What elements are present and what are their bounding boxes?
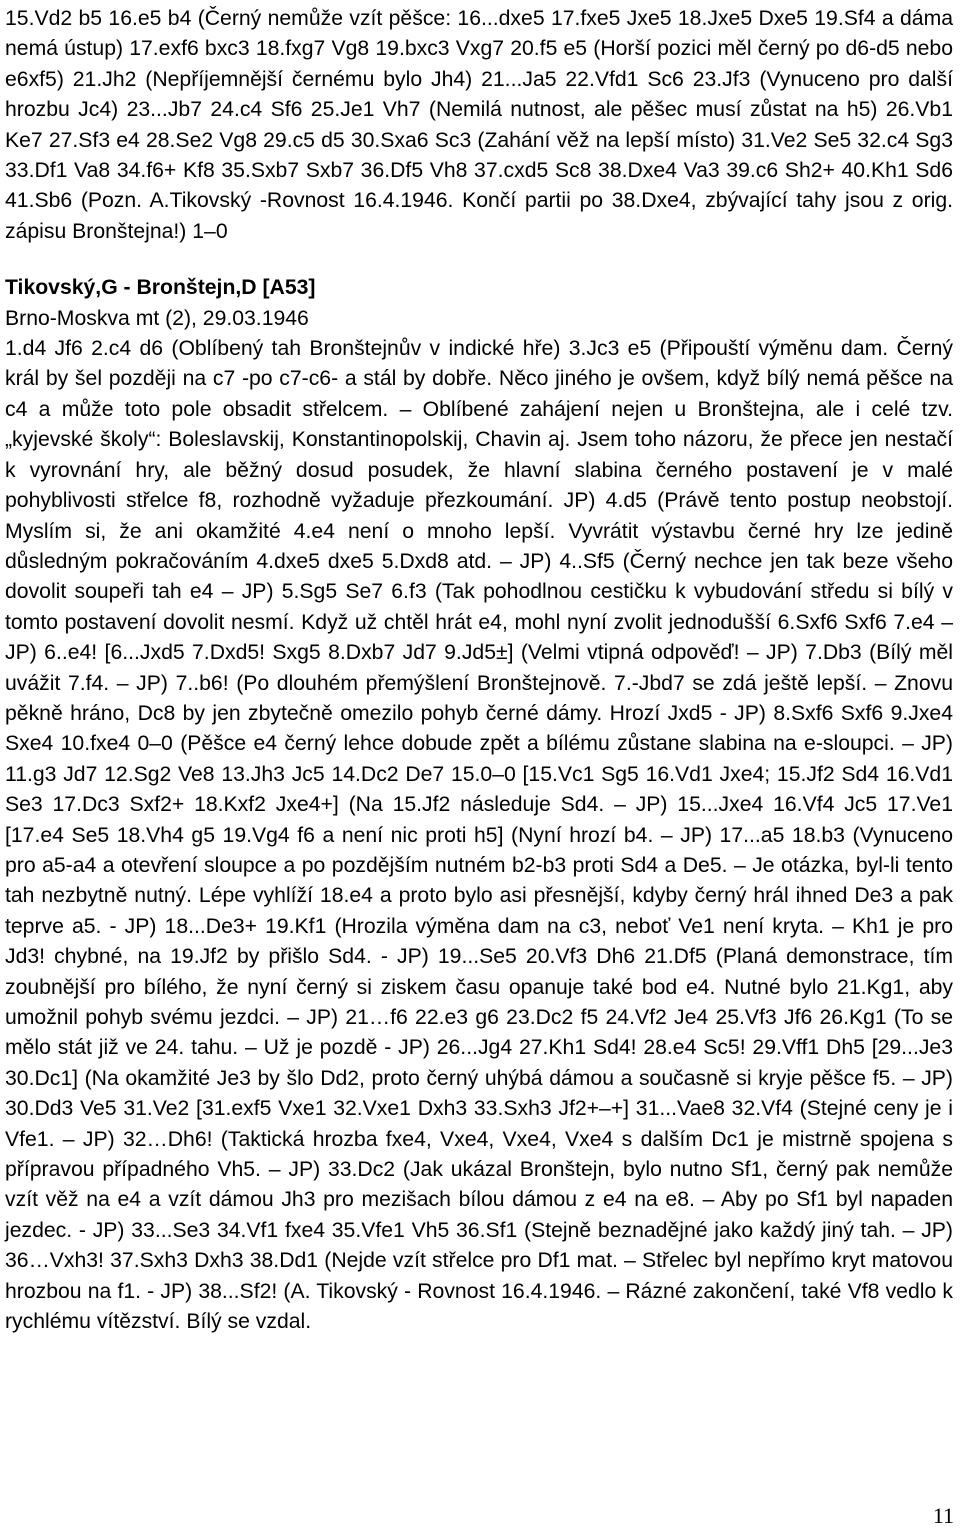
game-moves-commentary: 1.d4 Jf6 2.c4 d6 (Oblíbený tah Bronštejnův v indické hře) 3.Jc3 e5 (Připouští výměnu dam. Černý král by šel později na c7 -po c7-c6- a stál by dobře. Něco jiného je ovšem, když bílý nemá pěšce na c4 a může toto pole obsadit střelcem. – Oblíbené zahájení nejen u Bronštejna, ale i celé tzv. „kyjevské školy“: Boleslavskij, Konstantinopolskij, Chavin aj. Jsem toho názoru, že přece jen nestačí k vyrovnání hry, ale běžný dosud posudek, že hlavní slabina černého postavení je v malé pohyblivosti střelce f8, rozhodně vyžaduje přezkoumání. JP) 4.d5 (Právě tento postup neobstojí. Myslím si, že ani okamžité 4.e4 není o mnoho lepší. Vyvrátit výstavbu černé hry lze jedině důsledným pokračováním 4.dxe5 dxe5 5.Dxd8 atd. – JP) 4..Sf5 (Černý nechce jen tak beze všeho dovolit soupeři tah e4 – JP) 5.Sg5 Se7 6.f3 (Tak pohodlnou cestičku k vybudování středu si bílý v tomto postavení dovolit nesmí. Když už chtěl hrát e4, mohl nyní zvolit jednodušší 6.Sxf6 Sxf6 7.e4 – JP) 6..e4! [6...Jxd5 7.Dxd5! Sxg5 8.Dxb7 Jd7 9.Jd5±] (Velmi vtipná odpověď! – JP) 7.Db3 (Bílý měl uvážit 7.f4. – JP) 7..b6! (Po dlouhém přemýšlení Bronštejnově. 7.-Jbd7 se zdá ještě lepší. – Znovu pěkně hráno, Dc8 by jen zbytečně omezilo pohyb černé dámy. Hrozí Jxd5 - JP) 8.Sxf6 Sxf6 9.Jxe4 Sxe4 10.fxe4 0–0 (Pěšce e4 černý lehce dobude zpět a bílému zůstane slabina na e-sloupci. – JP) 11.g3 Jd7 12.Sg2 Ve8 13.Jh3 Jc5 14.Dc2 De7 15.0–0 [15.Vc1 Sg5 16.Vd1 Jxe4; 15.Jf2 Sd4 16.Vd1 Se3 17.Dc3 Sxf2+ 18.Kxf2 Jxe4+] (Na 15.Jf2 následuje Sd4. – JP) 15...Jxe4 16.Vf4 Jc5 17.Ve1 [17.e4 Se5 18.Vh4 g5 19.Vg4 f6 a není nic proti h5] (Nyní hrozí b4. – JP) 17...a5 18.b3 (Vynuceno pro a5-a4 a otevření sloupce a po pozdějším nutném b2-b3 proti Sd4 a De5. – Je otázka, byl-li tento tah nezbytně nutný. Lépe vyhlíží 18.e4 a proto bylo asi přesnější, kdyby černý hrál ihned De3 a pak teprve a5. - JP) 18...De3+ 19.Kf1 (Hrozila výměna dam na c3, neboť Ve1 není kryta. – Kh1 je pro Jd3! chybné, na 19.Jf2 by přišlo Sd4. - JP) 19...Se5 20.Vf3 Dh6 21.Df5 (Planá demonstrace, tím zoubnější pro bílého, že nyní černý si ziskem času opanuje také bod e4. Nutné bylo 21.Kg1, aby umožnil pohyb svému jezdci. – JP) 21…f6 22.e3 g6 23.Dc2 f5 24.Vf2 Je4 25.Vf3 Jf6 26.Kg1 (To se mělo stát již ve 24. tahu. – Už je pozdě - JP) 26...Jg4 27.Kh1 Sd4! 28.e4 Sc5! 29.Vff1 Dh5 [29...Je3 30.Dc1] (Na okamžité Je3 by šlo Dd2, proto černý uhýbá dámou a současně si kryje pěšce f5. – JP) 30.Dd3 Ve5 31.Ve2 [31.exf5 Vxe1 32.Vxe1 Dxh3 33.Sxh3 Jf2+–+] 31...Vae8 32.Vf4 (Stejné ceny je i Vfe1. – JP) 32…Dh6! (Taktická hrozba fxe4, Vxe4, Vxe4, Vxe4 s dalším Dc1 je mistrně spojena s přípravou případného Vh5. – JP) 33.Dc2 (Jak ukázal Bronštejn, bylo nutno Sf1, černý pak nemůže vzít věž na e4 a vzít dámou Jh3 pro mezišach bílou dámou z e4 na e8. – Aby po Sf1 byl napaden jezdec. - JP) 33...Se3 34.Vf1 fxe4 35.Vfe1 Vh5 36.Sf1 (Stejně beznadějné jako každý jiný tah. – JP) 36…Vxh3! 37.Sxh3 Dxh3 38.Dd1 (Nejde vzít střelce pro Df1 mat. – Střelec byl nepřímo kryt matovou hrozbou na f1. - JP) 38...Sf2! (A. Tikovský - Rovnost 16.4.1946. – Rázné zakončení, také Vf8 vedlo k rychlému vítězství. Bílý se vzdal. bbox=[5, 337, 953, 1334]
paragraph-previous-game: 15.Vd2 b5 16.e5 b4 (Černý nemůže vzít pěšce: 16...dxe5 17.fxe5 Jxe5 18.Jxe5 Dxe5 19.Sf4 a dáma nemá ústup) 17.exf6 bxc3 18.fxg7 Vg8 19.bxc3 Vxg7 20.f5 e5 (Horší pozici měl černý po d6-d5 nebo e6xf5) 21.Jh2 (Nepříjemnější černému bylo Jh4) 21...Ja5 22.Vfd1 Sc6 23.Jf3 (Vynuceno pro další hrozbu Jc4) 23...Jb7 24.c4 Sf6 25.Je1 Vh7 (Nemilá nutnost, ale pěšec musí zůstat na h5) 26.Vb1 Ke7 27.Sf3 e4 28.Se2 Vg8 29.c5 d5 30.Sxa6 Sc3 (Zahání věž na lepší místo) 31.Ve2 Se5 32.c4 Sg3 33.Df1 Va8 34.f6+ Kf8 35.Sxb7 Sxb7 36.Df5 Vh8 37.cxd5 Sc8 38.Dxe4 Va3 39.c6 Sh2+ 40.Kh1 Sd6 41.Sb6 (Pozn. A.Tikovský -Rovnost 16.4.1946. Končí partii po 38.Dxe4, zbývající tahy jsou z orig. zápisu Bronštejna!) 1–0 bbox=[5, 7, 953, 243]
game-heading: Tikovský,G - Bronštejn,D [A53] bbox=[5, 276, 316, 300]
page-number: 11 bbox=[932, 1503, 954, 1528]
spacer bbox=[5, 247, 953, 273]
game-event: Brno-Moskva mt (2), 29.03.1946 bbox=[5, 306, 309, 330]
document-page bbox=[5, 4, 953, 1337]
